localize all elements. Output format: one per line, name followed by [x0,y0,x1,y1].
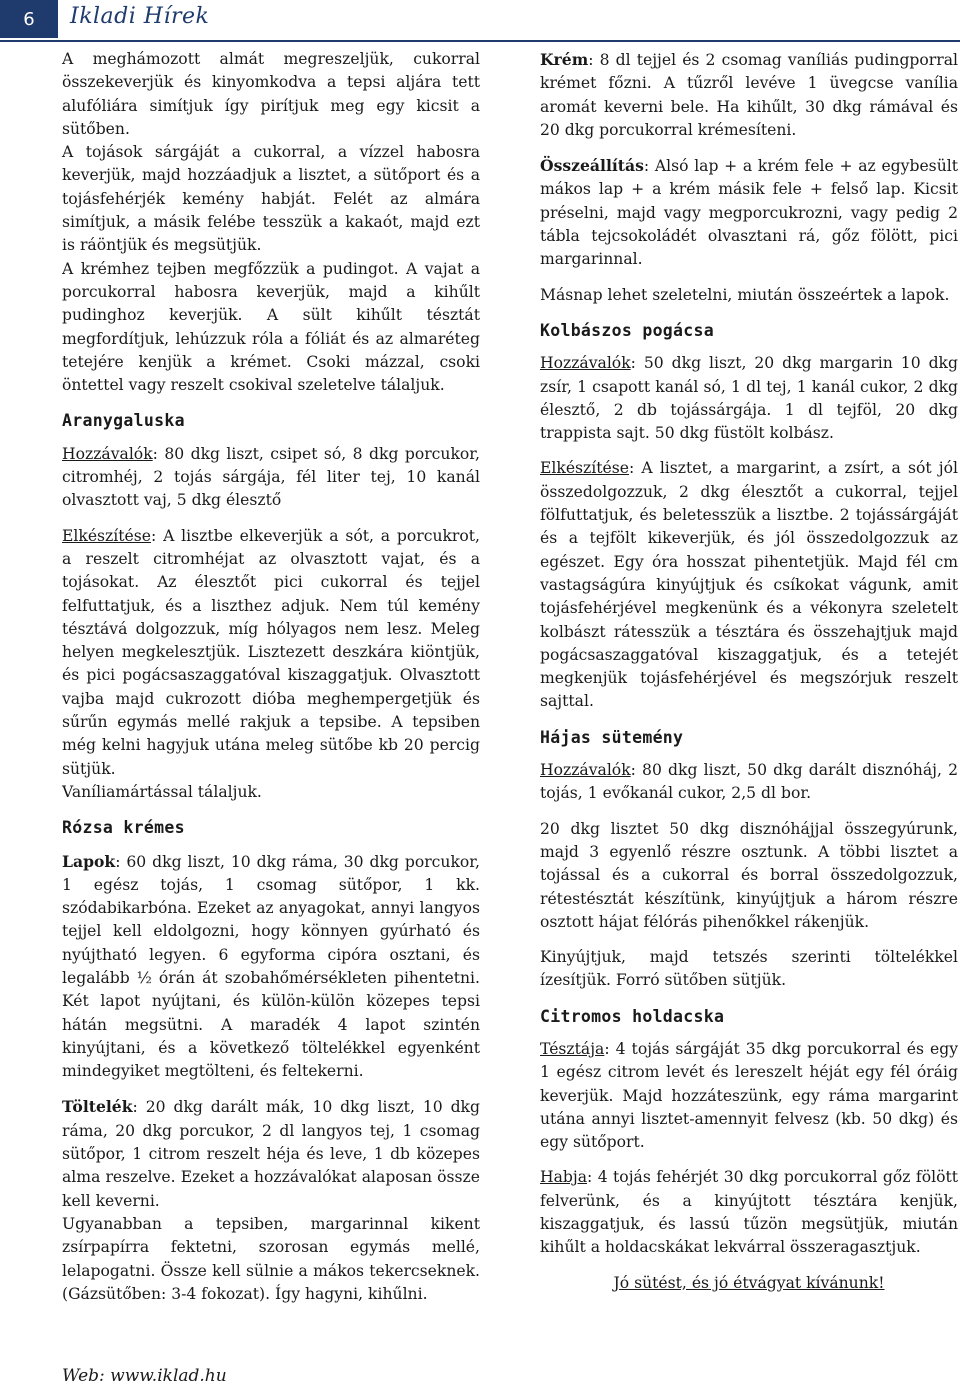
teszta-text: : 4 tojás sárgáját 35 dkg porcukorral és egy 1 egész citrom levét és lereszelt héját egy fél óráig keverjük. Majd hozzáteszünk, egy ráma margarint utána annyi lisztet-amennyit felvesz (kb. 50 dkg) és egy sütőport. [540,1039,958,1152]
citromos-teszta [540,1038,958,1154]
ingredients-label: Hozzávalók [540,761,631,780]
rozsa-lapok [62,850,480,1084]
left-column [62,48,480,1318]
intro-paragraph-2: A tojások sárgáját a cukorral, a vízzel habosra keverjük, majd hozzáadjuk a lisztet, a sütőport és a tojásfehérjék kemény habját. Felét az almára simítjuk, a másik felébe tesszük a kakaót, majd ezt is ráöntjük és megsütjük. [62,143,480,255]
ingredients-text: : 50 dkg liszt, 20 dkg margarin 10 dkg zsír, 1 csapott kanál só, 1 dl tej, 1 kanál cukor, 2 dkg élesztő, 2 db tojássárgája. 1 dl tejföl, 20 dkg trappista sajt. 50 dkg füstölt kolbász. [540,354,958,443]
kolbaszos-title: Kolbászos pogácsa [540,320,714,340]
ingredients-label: Hozzávalók [540,354,631,373]
hajas-title: Hájas sütemény [540,727,684,747]
kolbaszos-ingredients [540,352,958,445]
page-number: 6 [0,0,58,38]
publication-title: Ikladi Hírek [70,4,210,29]
citromos-title: Citromos holdacska [540,1006,725,1026]
aranygaluska-serve: Vaníliamártással tálaljuk. [62,782,262,801]
toltelek-text: : 20 dkg darált mák, 10 dkg liszt, 10 dkg ráma, 20 dkg porcukor, 2 dl langyos tej, 1 csomag sütőpor, 1 citrom reszelt héja és leve, 1 db közepes alma reszelve. Ezeket a hozzávalókat alaposan össze kell keverni. [62,1098,480,1210]
aranygaluska-title: Aranygaluska [62,411,185,431]
hajas-ingredients [540,759,958,806]
method-label: Elkészítése [540,459,629,478]
closing-text: Jó sütést, és jó étvágyat kívánunk! [613,1273,885,1292]
lapok-label: Lapok [62,851,116,871]
ingredients-text: : 80 dkg liszt, 50 dkg darált disznóháj, 2 tojás, 1 evőkanál cukor, 2,5 dl bor. [540,761,958,803]
intro-paragraph-1: A meghámozott almát megreszeljük, cukorral összekeverjük és kinyomkodva a tepsi aljára tett alufóliára simítjuk így pirítjuk meg egy kicsit a sütőben. [62,50,480,138]
rozsa-kremes-title: Rózsa krémes [62,818,185,838]
toltelek-label: Töltelék [62,1097,133,1117]
method-text: : A lisztet, a margarint, a zsírt, a sót jól összedolgozzuk, 2 dkg élesztőt a cukorral, tejjel fölfuttatjuk, és beletesszük a lisztbe. 2 tojássárgáját és a tejfölt kikeverjük, és jól összedolgozzuk az egészet. Egy óra hosszat pihentetjük. Majd fél cm vastagságúra kinyújtjuk és csíkokat vágunk, amit tojásfehérjével megkenünk és a vékonyra szeletelt kolbászt rátesszük a tésztára és összehajtjuk majd pogácsaszaggatóval kiszaggatjuk, és a tetejét megkenjük tojásfehérjével és megszórjuk reszelt sajttal. [540,459,958,711]
rozsa-tepsi: Ugyanabban a tepsiben, margarinnal kikent zsírpapírra fektetni, szorosan egymás mellé, lelapogatni. Össze kell sülnie a mákos tekercseknek. (Gázsütőben: 3-4 fokozat). Így hagyni, kihűlni. [62,1214,480,1303]
kolbaszos-method [540,457,958,713]
lapok-text: : 60 dkg liszt, 10 dkg ráma, 30 dkg porcukor, 1 egész tojás, 1 csomag sütőpor, 1 kk. szódabikarbóna. Ezeket az anyagokat, annyi langyos tejjel kell eldolgozni, hogy könnyen gyúrható és nyújtható legyen. 6 egyforma cipóra osztani, és legalább ½ órán át szobahőmérsékleten pihentetni. Két lapot nyújtani, és külön-külön közepes tepsi hátán megsütni. A maradék 4 lapot szintén kinyújtani, és a következő töltelékkel egyenként mindegyiket megtölteni, és feltekerni. [62,852,480,1081]
ingredients-text: : 80 dkg liszt, csipet só, 8 dkg porcukor, citromhéj, 2 tojás sárgája, fél liter tej, 10 kanál olvasztott vaj, 5 dkg élesztő [62,444,480,510]
osszeallitas-label: Összeállítás [540,156,644,176]
rozsa-toltelek [62,1095,480,1212]
krem-label: Krém [540,50,589,69]
teszta-label: Tésztája [540,1039,605,1058]
citromos-habja [540,1166,958,1259]
method-label: Elkészítése [62,526,151,545]
krem-text: : 8 dl tejjel és 2 csomag vaníliás pudingporral krémet főzni. A tűzről levéve 1 üvegcse vanília aromát keverni bele. Ha kihűlt, 30 dkg rámával és 20 dkg porcukorral krémesíteni. [540,51,958,139]
method-text: : A lisztbe elkeverjük a sót, a porcukrot, a reszelt citromhéjat az olvasztott vajat, és a tojásokat. Az élesztőt pici cukorral és tejjel felfuttatjuk, és a liszthez adjuk. Nem túl kemény tésztává dolgozzuk, míg hólyagos nem lesz. Meleg helyen megkelesztjük. Lisztezett deszkára kiöntjük, és pici pogácsaszaggatóval kiszaggatjuk. Olvasztott vajba majd cukrozott dióba meghempergetjük és sűrűn egymás mellé rakjuk a tepsibe. A tepsiben még kelni hagyjuk utána meleg sütőbe kb 20 percig sütjük. [62,526,480,778]
hajas-step-2: Kinyújtjuk, majd tetszés szerinti töltelékkel ízesítjük. Forró sütőben sütjük. [540,948,958,990]
osszeallitas-paragraph [540,154,958,271]
krem-paragraph [540,48,958,142]
ingredients-label: Hozzávalók [62,444,153,463]
closing-line [540,1272,958,1295]
footer-web: Web: www.iklad.hu [62,1366,227,1386]
habja-label: Habja [540,1168,588,1187]
right-column [540,48,958,1307]
masnap-paragraph: Másnap lehet szeletelni, miután összeértek a lapok. [540,285,950,304]
page-header [0,0,960,42]
intro-paragraph-3: A krémhez tejben megfőzzük a pudingot. A vajat a porcukorral habosra keverjük, majd a kihűlt pudinghoz keverjük. A sült kihűlt tésztát megfordítjuk, lehúzzuk róla a fóliát és az almaréteg tetejére kenjük a krémet. Csoki mázzal, csoki öntettel vagy reszelt csokival szeletelve tálaljuk. [62,259,480,395]
osszeallitas-text: : Alsó lap + a krém fele + az egybesült mákos lap + a krém másik fele + felső lap. Kicsit préselni, majd vagy megporcukrozni, vagy pedig 2 tábla tejcsokoládét olvasztani rá, gőz fölött, pici margarinnal. [540,157,958,269]
aranygaluska-method [62,525,480,781]
aranygaluska-ingredients [62,443,480,513]
hajas-step-1: 20 dkg lisztet 50 dkg disznóhájjal összegyúrunk, majd 3 egyenlő részre osztunk. A többi lisztet a tojással és a cukorral és borral összedolgozzuk, rétestésztát készítünk, kinyújtjuk a három részre osztott hájat félórás pihenőkkel rákenjük. [540,819,958,931]
habja-text: : 4 tojás fehérjét 30 dkg porcukorral gőz fölött felverünk, és a kinyújtott tésztára kenjük, kiszaggatjuk, és lassú tűzön megsütjük, miután kihűlt a holdacskákat lekvárral összeragasztjuk. [540,1168,958,1257]
